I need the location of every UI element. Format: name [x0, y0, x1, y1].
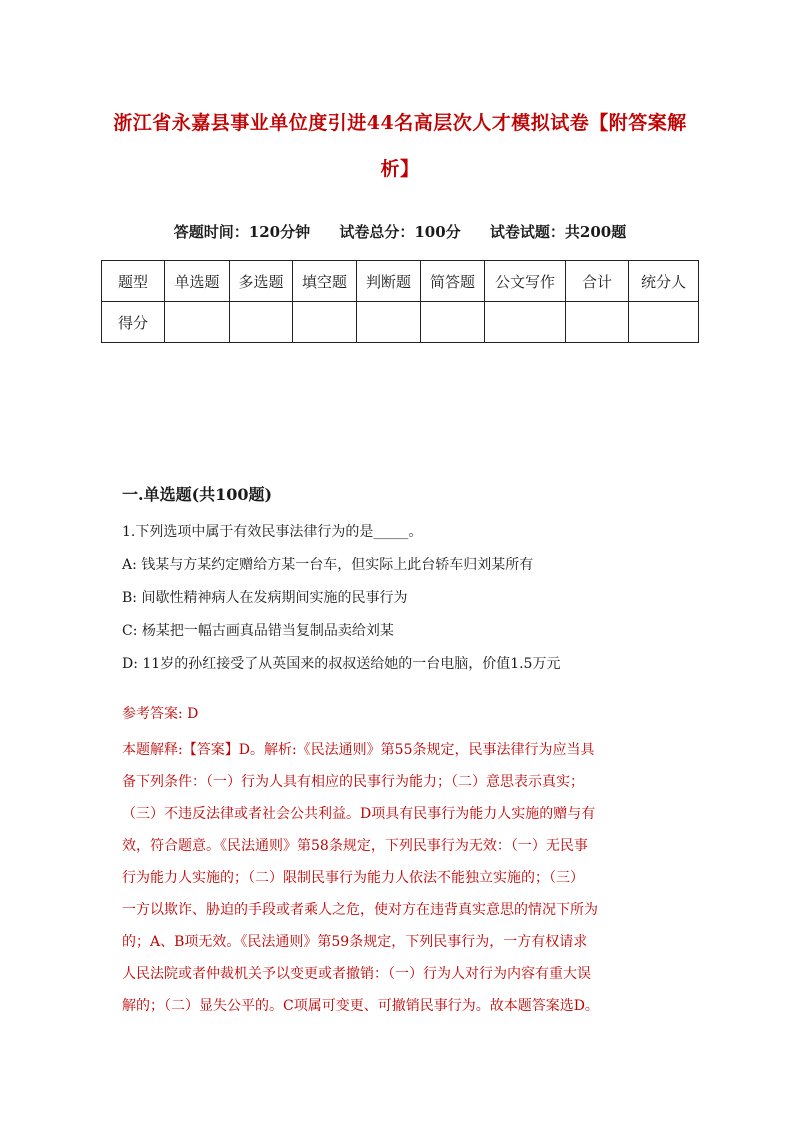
option-c: C: 杨某把一幅古画真品错当复制品卖给刘某 [122, 623, 394, 639]
score-table-header-row [102, 261, 699, 302]
document-title [110, 100, 690, 192]
score-table-score-row [102, 302, 699, 343]
score-cell [566, 302, 629, 343]
analysis-line: 行为能力人实施的；（二）限制民事行为能力人依法不能独立实施的；（三） [122, 870, 584, 886]
score-header-cell: 统分人 [629, 261, 699, 302]
question-1 [122, 516, 682, 681]
analysis-line: 效，符合题意。《民法通则》第58条规定，下列民事行为无效：（一）无民事 [122, 838, 588, 854]
analysis-line: （三）不违反法律或者社会公共利益。D项具有民事行为能力人实施的赠与有 [122, 806, 596, 822]
answer-analysis [122, 734, 678, 1022]
score-header-cell: 合计 [566, 261, 629, 302]
score-header-cell: 简答题 [421, 261, 485, 302]
score-table [101, 260, 699, 343]
score-cell [165, 302, 230, 343]
option-a: A: 钱某与方某约定赠给方某一台车，但实际上此台轿车归刘某所有 [122, 557, 534, 573]
score-cell [357, 302, 421, 343]
score-cell [485, 302, 566, 343]
score-cell [629, 302, 699, 343]
score-cell [293, 302, 357, 343]
reference-answer: 参考答案: D [122, 706, 199, 722]
section-heading: 一.单选题(共100题) [122, 485, 273, 504]
analysis-line: 备下列条件：（一）行为人具有相应的民事行为能力；（二）意思表示真实； [122, 774, 584, 790]
exam-question-count: 试卷试题：共200题 [489, 223, 627, 241]
option-d: D: 11岁的孙红接受了从英国来的叔叔送给她的一台电脑，价值1.5万元 [122, 656, 561, 672]
score-cell [421, 302, 485, 343]
score-header-cell: 公文写作 [485, 261, 566, 302]
score-row-label: 得分 [102, 302, 165, 343]
exam-total-score: 试卷总分：100分 [339, 223, 461, 241]
analysis-line: 解的；（二）显失公平的。C项属可变更、可撤销民事行为。故本题答案选D。 [122, 998, 599, 1014]
analysis-line: 一方以欺诈、胁迫的手段或者乘人之危，使对方在违背真实意思的情况下所为 [122, 902, 598, 918]
title-line-2: 析】 [380, 158, 420, 180]
score-header-cell: 题型 [102, 261, 165, 302]
score-header-cell: 填空题 [293, 261, 357, 302]
exam-meta [100, 221, 700, 242]
score-header-cell: 单选题 [165, 261, 230, 302]
score-cell [230, 302, 293, 343]
analysis-line: 的；A、B项无效。《民法通则》第59条规定，下列民事行为，一方有权请求 [122, 934, 588, 950]
title-line-1: 浙江省永嘉县事业单位度引进44名高层次人才模拟试卷【附答案解 [113, 112, 687, 134]
analysis-line: 本题解释:【答案】D。解析:《民法通则》第55条规定，民事法律行为应当具 [122, 742, 595, 758]
score-header-cell: 多选题 [230, 261, 293, 302]
question-stem: 1.下列选项中属于有效民事法律行为的是_____。 [122, 524, 423, 540]
analysis-line: 人民法院或者仲裁机关予以变更或者撤销：（一）行为人对行为内容有重大误 [122, 966, 591, 982]
exam-time: 答题时间：120分钟 [173, 223, 311, 241]
score-header-cell: 判断题 [357, 261, 421, 302]
option-b: B: 间歇性精神病人在发病期间实施的民事行为 [122, 590, 408, 606]
